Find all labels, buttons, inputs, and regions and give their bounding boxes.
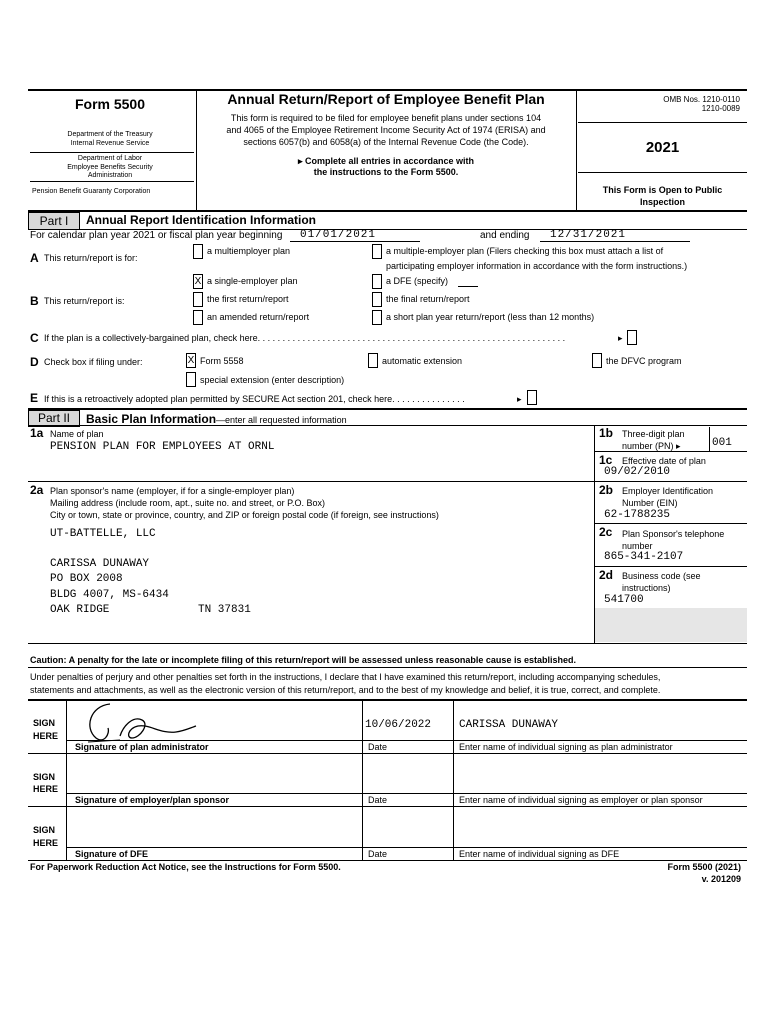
item-a-text: This return/report is for:: [44, 253, 138, 263]
line-2a-text-2: Mailing address (include room, apt., suite no. and street, or P.O. Box): [50, 498, 325, 508]
plan-year-end-date[interactable]: 12/31/2021: [550, 229, 627, 241]
dfe-date-label: Date: [368, 849, 388, 859]
plan-year-begin-date[interactable]: 01/01/2021: [300, 229, 377, 241]
sponsor-signature-label: Signature of employer/plan sponsor: [75, 795, 230, 805]
form-description-2: and 4065 of the Employee Retirement Income Security Act of 1974 (ERISA) and: [226, 125, 546, 135]
dfe-label: a DFE (specify): [386, 276, 449, 286]
ein-value[interactable]: 62-1788235: [604, 509, 671, 521]
dfe-checkbox[interactable]: [372, 274, 382, 289]
sponsor-name-label: Enter name of individual signing as employer or plan sponsor: [459, 795, 703, 805]
part-1-title: Annual Report Identification Information: [86, 213, 316, 227]
special-extension-label: special extension (enter description): [200, 375, 345, 385]
item-e-label: E: [30, 391, 39, 405]
plan-number-value[interactable]: 001: [712, 437, 732, 449]
line-2b-label: 2b: [599, 483, 614, 497]
multiple-employer-label: a multiple-employer plan (Filers checking this box must attach a list of: [386, 246, 664, 256]
triangle-right-icon: ▸: [618, 333, 623, 343]
triangle-right-icon: ▸: [517, 394, 522, 404]
line-1a-label: 1a: [30, 426, 44, 440]
tax-year: 2021: [645, 139, 680, 156]
ending-label: and ending: [480, 230, 530, 241]
irs: Internal Revenue Service: [70, 140, 150, 147]
phone-value[interactable]: 865-341-2107: [604, 551, 684, 563]
special-extension-checkbox[interactable]: [186, 372, 196, 387]
here-label-1: HERE: [33, 731, 59, 741]
caution-text: Caution: A penalty for the late or incomplete filing of this return/report will be assessed unless reasonable cause is established.: [30, 655, 576, 665]
public-inspection-2: Inspection: [639, 197, 685, 207]
item-d-label: D: [30, 355, 39, 369]
multiple-employer-checkbox[interactable]: [372, 244, 382, 259]
line-2a-label: 2a: [30, 483, 44, 497]
form-description-3: sections 6057(b) and 6058(a) of the Internal Revenue Code (the Code).: [243, 137, 529, 147]
dept-labor: Department of Labor: [77, 155, 143, 162]
sign-label-1: SIGN: [33, 718, 56, 728]
line-1c-text: Effective date of plan: [622, 456, 706, 466]
shaded-area: [595, 608, 747, 642]
multiemployer-label: a multiemployer plan: [207, 246, 291, 256]
administrator-name-value[interactable]: CARISSA DUNAWAY: [459, 719, 559, 731]
here-label-3: HERE: [33, 838, 59, 848]
dfe-name-label: Enter name of individual signing as DFE: [459, 849, 620, 859]
item-c-text: If the plan is a collectively-bargained plan, check here. . . . . . . . . . . . . . . . . . . . . . . . . . . . . . . . . . . . . . . . . . . . . . . . . . . . . . . . . . . . . .: [44, 333, 566, 343]
ebsa: Employee Benefits Security: [67, 164, 153, 171]
pbgc: Pension Benefit Guaranty Corporation: [32, 188, 151, 195]
form-description-1: This form is required to be filed for employee benefit plans under sections 104: [230, 113, 542, 123]
complete-instructions-2: the instructions to the Form 5500.: [313, 167, 459, 177]
perjury-statement-2: statements and attachments, as well as the electronic version of this return/report, and to the best of my knowledge and belief, it is true, correct, and complete.: [30, 685, 661, 695]
form-5558-checkbox[interactable]: X: [187, 355, 195, 366]
here-label-2: HERE: [33, 784, 59, 794]
line-2c-text-1: Plan Sponsor's telephone: [622, 529, 725, 539]
sponsor-attn-value[interactable]: CARISSA DUNAWAY: [50, 558, 150, 570]
administrator-date-label: Date: [368, 742, 388, 752]
sponsor-state-zip-value[interactable]: TN 37831: [198, 604, 251, 616]
first-return-label: the first return/report: [207, 294, 289, 304]
line-2b-text-2: Number (EIN): [622, 498, 678, 508]
line-1a-text: Name of plan: [50, 429, 104, 439]
part-1-label: [28, 212, 80, 230]
part-1-label-text: Part I: [39, 214, 69, 228]
dept-treasury: Department of the Treasury: [67, 131, 153, 138]
sponsor-date-label: Date: [368, 795, 388, 805]
public-inspection-1: This Form is Open to Public: [602, 185, 723, 195]
plan-name-value[interactable]: PENSION PLAN FOR EMPLOYEES AT ORNL: [50, 441, 275, 453]
part-2-title-text: Basic Plan Information: [86, 412, 217, 426]
multiple-employer-label-2: participating employer information in accordance with the form instructions.): [386, 261, 688, 271]
single-employer-label: a single-employer plan: [207, 276, 298, 286]
line-2d-text-1: Business code (see: [622, 571, 701, 581]
omb-number-2: 1210-0089: [701, 104, 740, 113]
calendar-year-text: For calendar plan year 2021 or fiscal plan year beginning: [30, 230, 283, 241]
administrator-signature-label: Signature of plan administrator: [75, 742, 209, 752]
item-a-label: A: [30, 251, 39, 265]
sponsor-po-box-value[interactable]: PO BOX 2008: [50, 573, 123, 585]
part-2-title-suffix: —enter all requested information: [216, 415, 347, 425]
line-2a-text-3: City or town, state or province, country, and ZIP or foreign postal code (if foreign, see instructions): [50, 510, 439, 520]
line-2d-text-2: instructions): [622, 583, 671, 593]
paperwork-notice: For Paperwork Reduction Act Notice, see the Instructions for Form 5500.: [30, 862, 341, 872]
line-2a-text-1: Plan sponsor's name (employer, if for a single-employer plan): [50, 486, 295, 496]
sign-label-2: SIGN: [33, 772, 56, 782]
line-2c-label: 2c: [599, 525, 613, 539]
effective-date-value[interactable]: 09/02/2010: [604, 466, 671, 478]
form-footer-id: Form 5500 (2021): [667, 862, 741, 872]
line-1b-label: 1b: [599, 426, 614, 440]
item-b-text: This return/report is:: [44, 296, 125, 306]
ebsa-admin: Administration: [87, 172, 133, 179]
administrator-date-value[interactable]: 10/06/2022: [365, 719, 432, 731]
line-1b-text-1: Three-digit plan: [622, 429, 685, 439]
sponsor-name-value[interactable]: UT-BATTELLE, LLC: [50, 528, 156, 540]
multiemployer-checkbox[interactable]: [193, 244, 203, 259]
dfvc-label: the DFVC program: [606, 356, 682, 366]
dfvc-checkbox[interactable]: [592, 353, 602, 368]
complete-text-1: Complete all entries in accordance with: [304, 156, 475, 166]
sign-label-3: SIGN: [33, 825, 56, 835]
item-e-text: If this is a retroactively adopted plan permitted by SECURE Act section 201, check here. . . . . . . . . . . . . . .: [44, 394, 465, 404]
first-return-checkbox[interactable]: [193, 292, 203, 307]
complete-instructions-1: [198, 156, 574, 167]
sponsor-city-value[interactable]: OAK RIDGE: [50, 604, 110, 616]
item-c-label: C: [30, 331, 39, 345]
triangle-right-icon: ▸: [676, 441, 681, 451]
automatic-extension-label: automatic extension: [382, 356, 463, 366]
form-version: v. 201209: [701, 874, 741, 884]
administrator-name-label: Enter name of individual signing as plan administrator: [459, 742, 673, 752]
perjury-statement-1: Under penalties of perjury and other penalties set forth in the instructions, I declare that I have examined this return/report, including accompanying schedules,: [30, 672, 661, 682]
automatic-extension-checkbox[interactable]: [368, 353, 378, 368]
triangle-right-icon: ▸: [297, 156, 305, 166]
form-number: Form 5500: [74, 96, 146, 112]
short-year-label: a short plan year return/report (less than 12 months): [386, 312, 595, 322]
amended-return-checkbox[interactable]: [193, 310, 203, 325]
item-d-text: Check box if filing under:: [44, 357, 143, 367]
line-1b-text-2-content: number (PN): [622, 441, 674, 451]
final-return-label: the final return/report: [386, 294, 470, 304]
form-5558-label: Form 5558: [200, 356, 244, 366]
short-year-checkbox[interactable]: [372, 310, 382, 325]
line-1c-label: 1c: [599, 453, 613, 467]
item-b-label: B: [30, 294, 39, 308]
final-return-checkbox[interactable]: [372, 292, 382, 307]
line-2b-text-1: Employer Identification: [622, 486, 714, 496]
omb-number: OMB Nos. 1210-0110: [663, 95, 740, 104]
dfe-signature-label: Signature of DFE: [75, 849, 149, 859]
collectively-bargained-checkbox[interactable]: [627, 330, 637, 345]
form-main-title: Annual Return/Report of Employee Benefit Plan: [227, 91, 545, 107]
part-2-label-text: Part II: [37, 411, 70, 425]
single-employer-checkbox[interactable]: X: [194, 276, 202, 287]
sponsor-building-value[interactable]: BLDG 4007, MS-6434: [50, 589, 169, 601]
line-2d-label: 2d: [599, 568, 614, 582]
business-code-value[interactable]: 541700: [604, 594, 644, 606]
line-2c-text-2: number: [622, 541, 653, 551]
secure-act-checkbox[interactable]: [527, 390, 537, 405]
amended-return-label: an amended return/report: [207, 312, 310, 322]
